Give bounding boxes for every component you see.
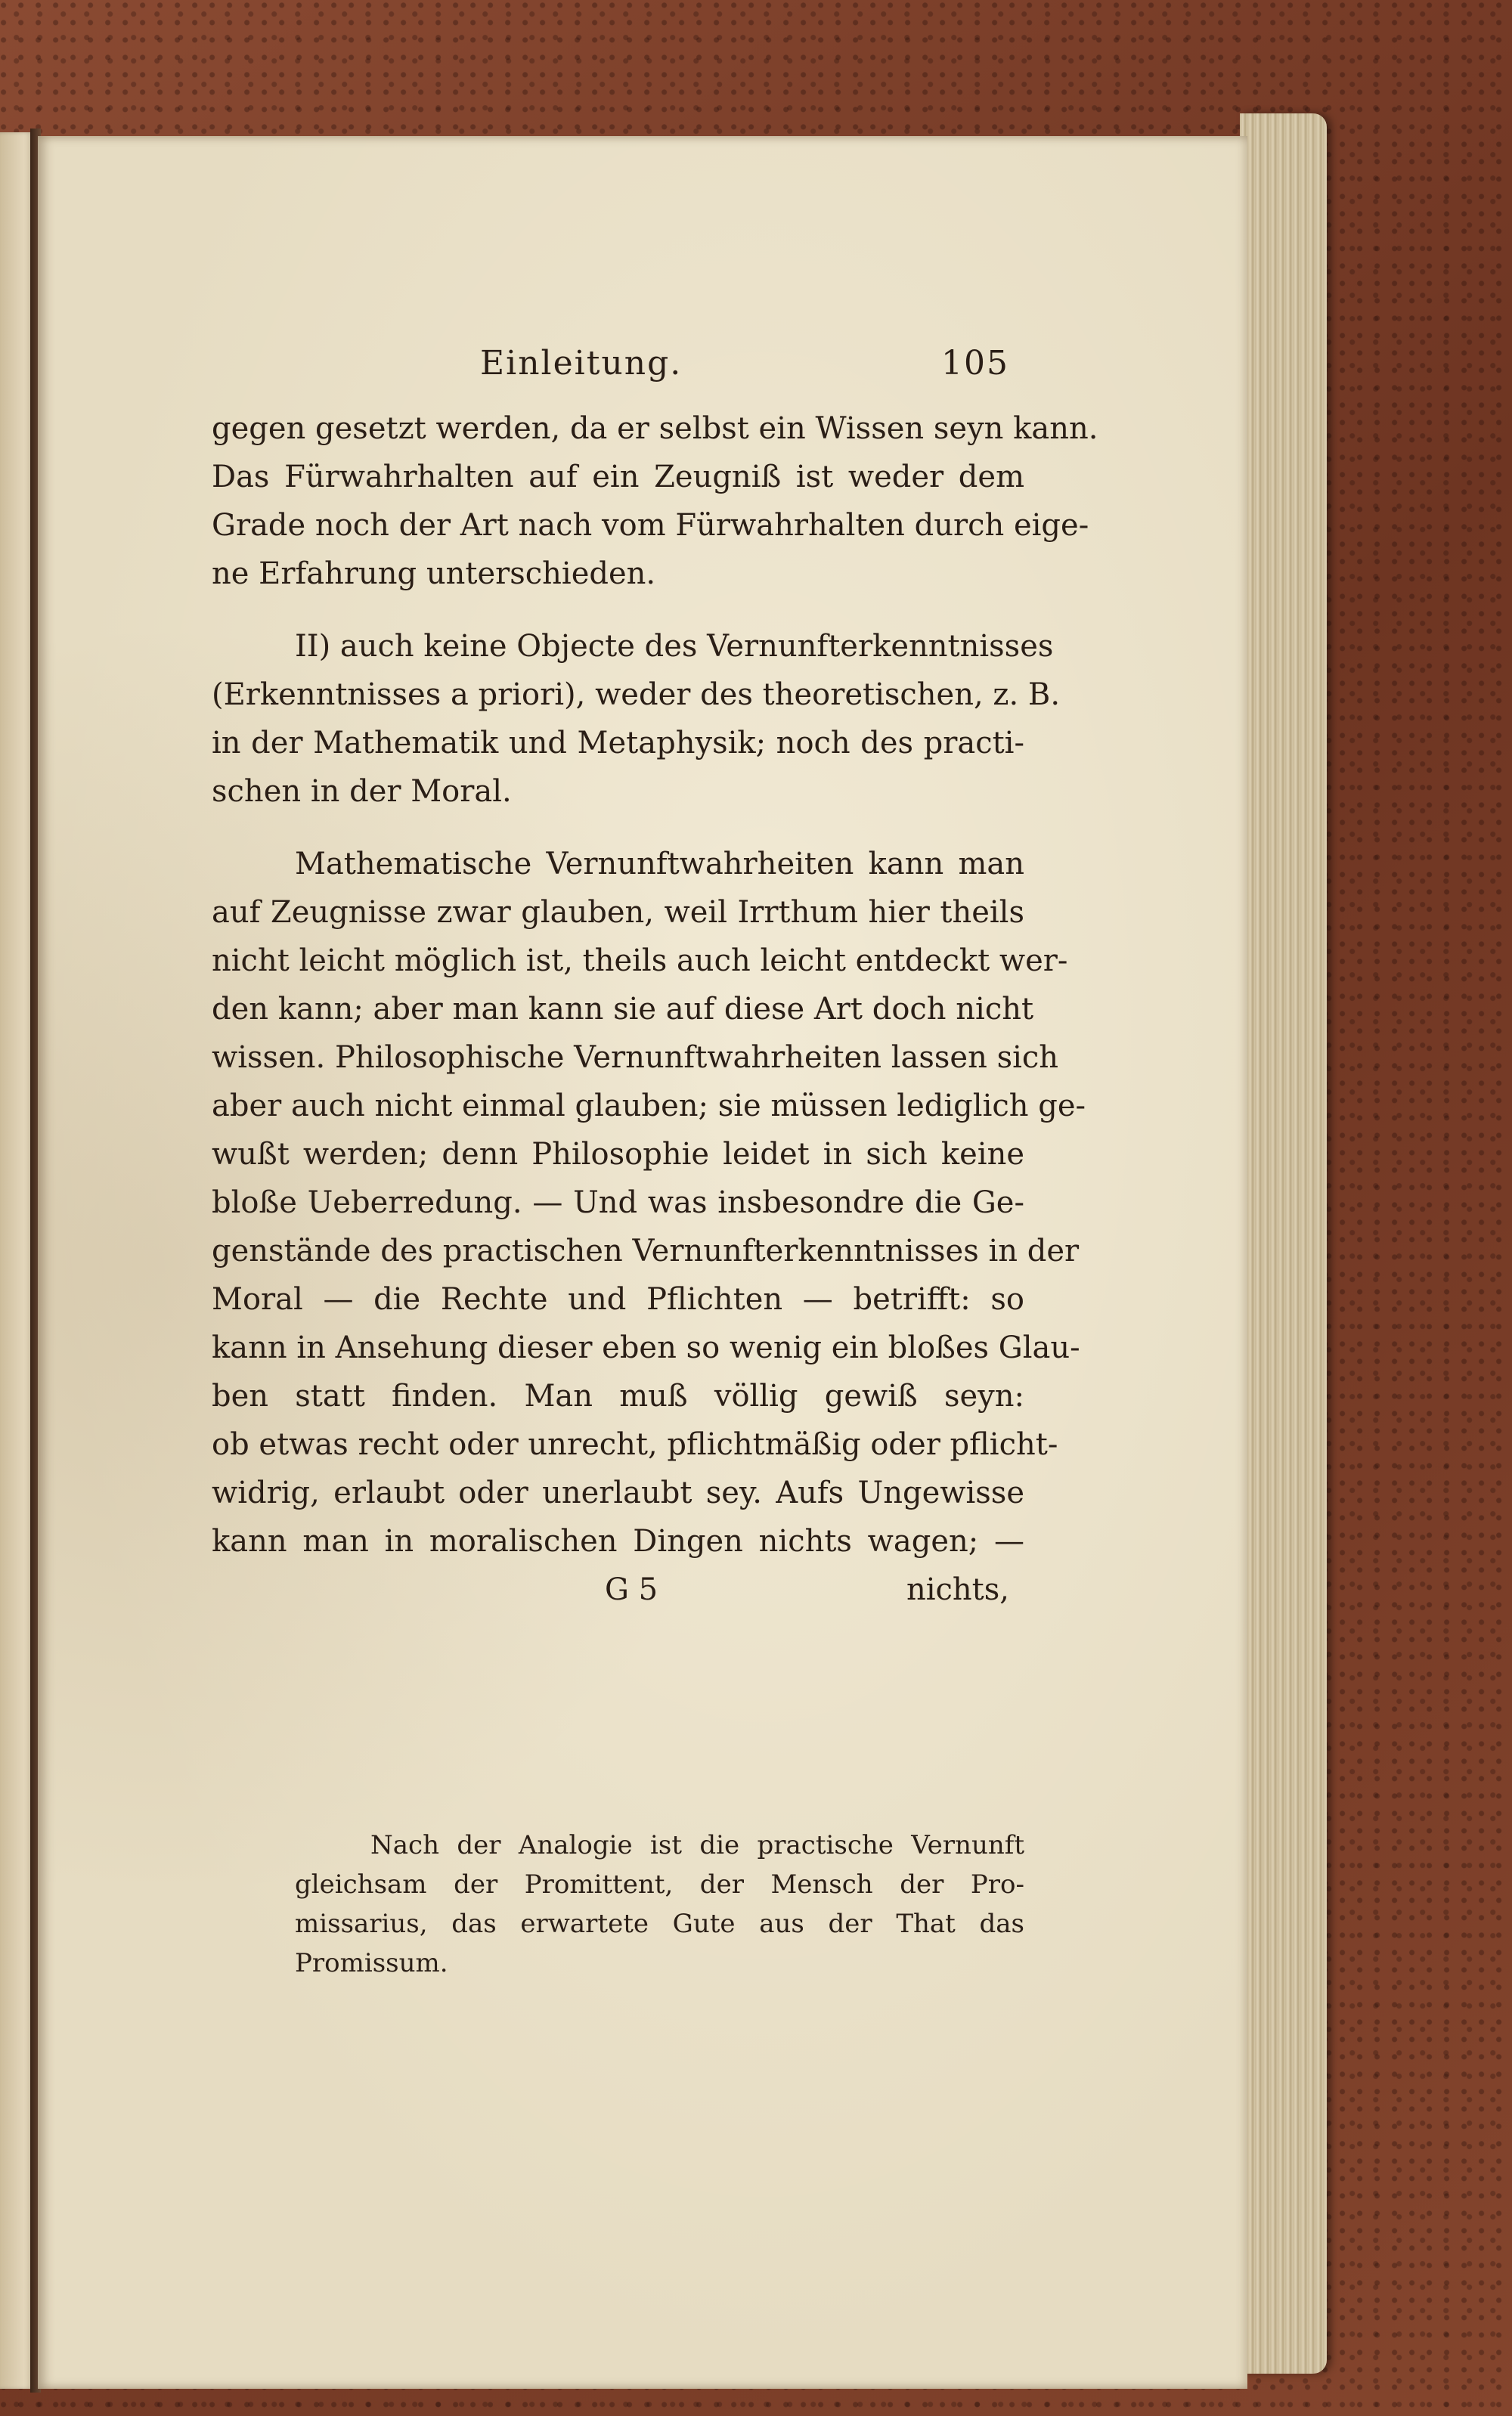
text-line: schen in der Moral.	[212, 774, 512, 809]
footnote	[295, 1826, 1024, 1983]
text-line: gegen gesetzt werden, da er selbst ein Wissen seyn kann.	[212, 411, 1098, 446]
page-footer	[212, 1566, 1024, 1615]
text-line: den kann; aber man kann sie auf diese Art doch nicht	[212, 992, 1034, 1027]
text-line: ne Erfahrung unterschieden.	[212, 556, 656, 591]
text-line: genstände des practischen Vernunfterkenntnisses in der	[212, 1234, 1080, 1268]
signature-mark: G 5	[605, 1572, 658, 1607]
main-text-block	[212, 344, 1098, 1615]
paragraph-1	[212, 404, 1098, 598]
text-line: Mathematische Vernunftwahrheiten kann man	[295, 847, 1024, 881]
text-line: widrig, erlaubt oder unerlaubt sey. Aufs Ungewisse	[212, 1476, 1024, 1510]
book-fore-edge	[1240, 113, 1327, 2374]
text-line: kann man in moralischen Dingen nichts wagen; —	[212, 1524, 1024, 1559]
footnote-line: Nach der Analogie ist die practische Vernunft	[370, 1830, 1024, 1860]
text-line: (Erkenntnisses a priori), weder des theoretischen, z. B.	[212, 677, 1061, 712]
running-head	[212, 344, 1024, 404]
text-line: bloße Ueberredung. — Und was insbesondre die Ge-	[212, 1185, 1024, 1220]
text-line: aber auch nicht einmal glauben; sie müssen lediglich ge-	[212, 1089, 1086, 1123]
text-line: in der Mathematik und Metaphysik; noch des practi-	[212, 726, 1024, 760]
running-title: Einleitung.	[480, 344, 683, 383]
footnote-line: missarius, das erwartete Gute aus der That das	[295, 1909, 1024, 1939]
text-line: auf Zeugnisse zwar glauben, weil Irrthum hier theils	[212, 895, 1024, 930]
paragraph-gap	[212, 816, 1024, 840]
text-line: Grade noch der Art nach vom Fürwahrhalten durch eige-	[212, 508, 1089, 543]
paragraph-2	[212, 622, 1061, 816]
page-number: 105	[941, 344, 1009, 383]
text-line: nicht leicht möglich ist, theils auch leicht entdeckt wer-	[212, 943, 1068, 978]
book-page	[38, 136, 1247, 2389]
text-line: Das Fürwahrhalten auf ein Zeugniß ist weder dem	[212, 460, 1024, 494]
catchword: nichts,	[906, 1572, 1009, 1607]
text-line: kann in Ansehung dieser eben so wenig ein bloßes Glau-	[212, 1330, 1080, 1365]
text-line: ben statt finden. Man muß völlig gewiß seyn:	[212, 1379, 1024, 1414]
text-line: wußt werden; denn Philosophie leidet in sich keine	[212, 1137, 1024, 1172]
text-line: II) auch keine Objecte des Vernunfterkenntnisses	[295, 629, 1054, 664]
text-line: Moral — die Rechte und Pflichten — betrifft: so	[212, 1282, 1024, 1317]
text-line: wissen. Philosophische Vernunftwahrheiten lassen sich	[212, 1040, 1059, 1075]
left-page-edge	[0, 132, 34, 2389]
text-line: ob etwas recht oder unrecht, pflichtmäßig oder pflicht-	[212, 1427, 1058, 1462]
paragraph-gap	[212, 598, 1024, 622]
footnote-line: gleichsam der Promittent, der Mensch der Pro-	[295, 1869, 1024, 1900]
footnote-line: Promissum.	[295, 1948, 448, 1978]
paragraph-3	[212, 840, 1086, 1566]
